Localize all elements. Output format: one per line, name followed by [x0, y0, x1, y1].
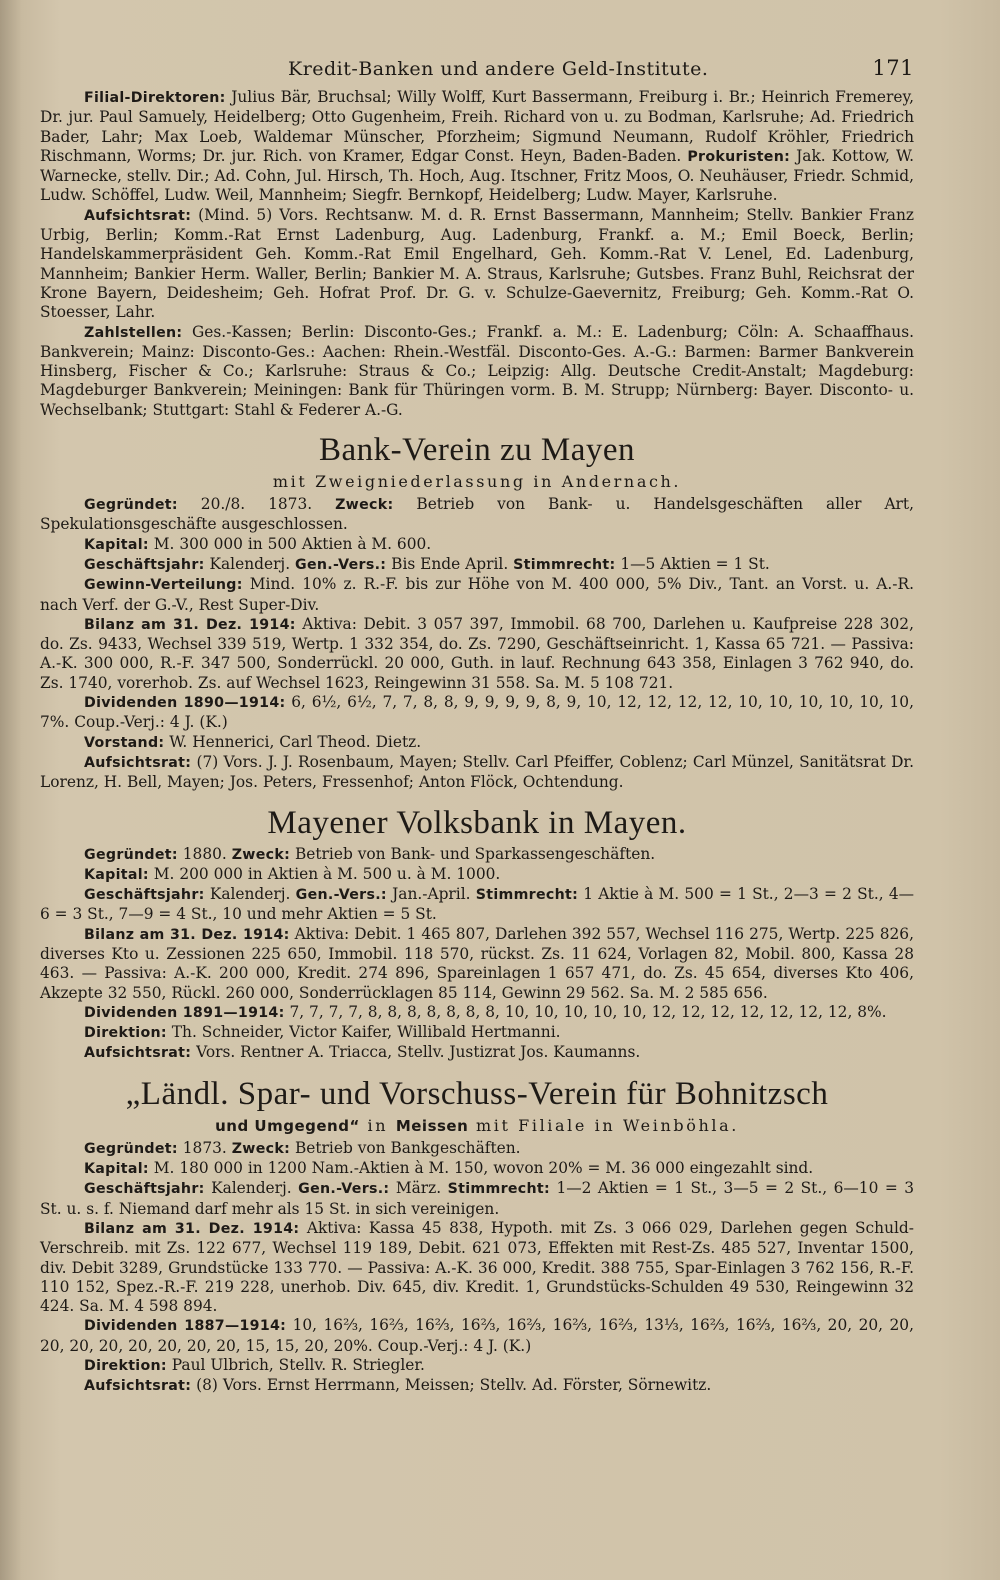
paragraph	[40, 1219, 914, 1316]
text: 1 Aktie à M. 500 = 1 St., 2—3 = 2 St., 4—6 = 3 St., 7—9 = 4 St., 10 und mehr Aktien = 5 St.	[40, 885, 915, 924]
label: Dividenden 1890—1914:	[84, 695, 286, 712]
paragraph	[40, 1043, 914, 1063]
label: Gen.-Vers.:	[295, 887, 387, 904]
running-title: Kredit-Banken und andere Geld-Institute.	[288, 58, 709, 80]
text: Paul Ulbrich, Stellv. R. Striegler.	[166, 1356, 425, 1375]
label: Bilanz am 31. Dez. 1914:	[84, 616, 296, 633]
label: Gegründet:	[84, 497, 178, 514]
entry-title: „Ländl. Spar- und Vorschuss-Verein für Bohnitzsch	[125, 1075, 829, 1112]
text: Betrieb von Bank- u. Handelsgeschäften aller Art, Spekulationsgeschäfte ausgeschlossen.	[40, 495, 914, 534]
label: Aufsichtsrat:	[84, 1378, 192, 1395]
text: Julius Bär, Bruchsal; Willy Wolff, Kurt Bassermann, Freiburg i. Br.; Heinrich Fremerey, Dr. jur. Paul Samuely, Heidelberg; Otto Gugenheim, Freih. Richard von u. zu Bodman, Karlsruhe; Ad. Friedrich Bader, Lahr; Max Loeb, Waldemar Münscher, Pforzheim; Sigmund Neumann, Rudolf Kröhler, Friedrich Rischmann, Worms; Dr. jur. Rich. von Kramer, Edgar Const. Heyn, Baden-Baden.	[40, 88, 914, 165]
label: Filial-Direktoren:	[84, 90, 226, 106]
text: W. Hennerici, Carl Theod. Dietz.	[164, 732, 422, 751]
label: Gen.-Vers.:	[295, 556, 387, 573]
text: M. 200 000 in Aktien à M. 500 u. à M. 1000.	[148, 864, 501, 883]
paragraph	[40, 495, 914, 535]
text: Kalenderj.	[204, 554, 295, 573]
label: Aufsichtsrat:	[84, 1045, 192, 1062]
text: 1—2 Aktien = 1 St., 3—5 = 2 St., 6—10 = 3 St. u. s. f. Niemand darf mehr als 15 St. in sich vereinigen.	[40, 1179, 914, 1218]
paragraph	[40, 1179, 914, 1219]
label: Kapital:	[84, 536, 149, 553]
paragraph	[40, 845, 914, 865]
text: 20./8. 1873.	[177, 495, 336, 514]
label: Gegründet:	[84, 846, 178, 863]
text: 1—5 Aktien = 1 St.	[615, 554, 770, 573]
text: 10, 16⅔, 16⅔, 16⅔, 16⅔, 16⅔, 16⅔, 16⅔, 13⅓, 16⅔, 16⅔, 16⅔, 20, 20, 20, 20, 20, 20, 20, 20, 20, 20, 15, 15, 20, 20%. Coup.-Verj.: 4 J. (K.)	[40, 1316, 914, 1355]
label: Bilanz am 31. Dez. 1914:	[84, 1220, 300, 1237]
text: Vors. Rentner A. Triacca, Stellv. Justizrat Jos. Kaumanns.	[191, 1043, 641, 1062]
label: Direktion:	[84, 1025, 167, 1042]
paragraph	[40, 615, 914, 693]
text: M. 300 000 in 500 Aktien à M. 600.	[148, 534, 432, 553]
label: Dividenden 1891—1914:	[84, 1004, 285, 1021]
entry-subtitle: mit Zweigniederlassung in Andernach.	[272, 472, 682, 492]
paragraph	[40, 1376, 914, 1396]
text: (Mind. 5) Vors. Rechtsanw. M. d. R. Ernst Bassermann, Mannheim; Stellv. Bankier Franz Urbig, Berlin; Komm.-Rat Ernst Ladenburg, Aug. Ladenburg, Frankf. a. M.; Emil Boeck, Berlin; Handelskammerpräsident Geh. Komm.-Rat Emil Engelhard, Geh. Komm.-Rat V. Lenel, Ed. Ladenburg, Mannheim; Bankier Herm. Waller, Berlin; Bankier M. A. Straus, Karlsruhe; Gutsbes. Franz Buhl, Reichsrat der Krone Bayern, Deidesheim; Geh. Hofrat Prof. Dr. G. v. Schulze-Gaevernitz, Freiburg; Geh. Komm.-Rat O. Stoesser, Lahr.	[40, 205, 914, 322]
label: Geschäftsjahr:	[84, 887, 205, 904]
label: Gegründet:	[84, 1140, 178, 1157]
page-number: 171	[872, 56, 914, 80]
label: Aufsichtsrat:	[84, 207, 192, 224]
label: Aufsichtsrat:	[84, 754, 192, 771]
subtitle-text: mit Filiale in Weinböhla.	[468, 1115, 739, 1135]
entry-title-laendl-spar-verein	[40, 1074, 914, 1114]
text: Jan.-April.	[386, 885, 476, 904]
text: (7) Vors. J. J. Rosenbaum, Mayen; Stellv. Carl Pfeiffer, Coblenz; Carl Münzel, Sanitätsrat Dr. Lorenz, H. Bell, Mayen; Jos. Peters, Fressenhof; Anton Flöck, Ochtendung.	[40, 752, 914, 792]
text: M. 180 000 in 1200 Nam.-Aktien à M. 150, wovon 20% = M. 36 000 eingezahlt sind.	[148, 1159, 814, 1178]
text: Mind. 10% z. R.-F. bis zur Höhe von M. 400 000, 5% Div., Tant. an Vorst. u. A.-R. nach Verf. der G.-V., Rest Super-Div.	[40, 575, 914, 614]
page-header	[40, 52, 914, 88]
label: Prokuristen:	[687, 148, 791, 165]
paragraph	[40, 575, 914, 615]
paragraph	[40, 1003, 914, 1023]
text: 6, 6½, 6½, 7, 7, 8, 8, 9, 9, 9, 9, 8, 9, 10, 12, 12, 12, 12, 10, 10, 10, 10, 10, 10, 7%. Coup.-Verj.: 4 J. (K.)	[40, 693, 914, 732]
text: Th. Schneider, Victor Kaifer, Willibald Hertmanni.	[166, 1023, 561, 1042]
text: Aktiva: Debit. 1 465 807, Darlehen 392 557, Wechsel 116 275, Wertp. 225 826, diverses Kto u. Zessionen 225 650, Immobil. 118 570, rückst. Zs. 11 624, Vorlagen 82, Mobil. 800, Kassa 28 463. — Passiva: A.-K. 200 000, Kredit. 274 896, Spareinlagen 1 657 471, do. Zs. 45 654, diverses Kto 406, Akzepte 32 550, Rückl. 260 000, Sonderrücklagen 85 114, Gewinn 29 562. Sa. M. 2 585 656.	[40, 924, 914, 1002]
entry-continued	[40, 88, 914, 420]
label: Kapital:	[84, 1161, 149, 1178]
paragraph	[40, 925, 914, 1003]
subtitle-text: in	[359, 1115, 396, 1135]
label: Direktion:	[84, 1358, 167, 1375]
text: 7, 7, 7, 7, 8, 8, 8, 8, 8, 8, 8, 10, 10, 10, 10, 10, 12, 12, 12, 12, 12, 12, 12, 8%.	[284, 1002, 887, 1021]
entry-title: Bank-Verein zu Mayen	[318, 432, 636, 469]
label: Stimmrecht:	[475, 887, 579, 904]
entry-title-bank-verein-mayen	[40, 430, 914, 470]
label: Zweck:	[231, 1140, 291, 1157]
text: 1873.	[177, 1138, 232, 1157]
label: Vorstand:	[84, 734, 165, 751]
label: Gewinn-Verteilung:	[84, 577, 243, 594]
text: März.	[389, 1179, 448, 1198]
paragraph	[40, 733, 914, 753]
label: Stimmrecht:	[447, 1181, 550, 1198]
label: Zahlstellen:	[84, 324, 183, 341]
text: Kalenderj.	[204, 1179, 299, 1198]
text: Betrieb von Bankgeschäften.	[290, 1138, 521, 1157]
entry-bank-verein-mayen	[40, 495, 914, 792]
text: Bis Ende April.	[386, 554, 514, 573]
paragraph	[40, 555, 914, 575]
label: Bilanz am 31. Dez. 1914:	[84, 926, 290, 943]
paragraph	[40, 865, 914, 885]
paragraph	[40, 1139, 914, 1159]
label: Stimmrecht:	[513, 556, 616, 573]
text: (8) Vors. Ernst Herrmann, Meissen; Stellv. Ad. Förster, Sörnewitz.	[191, 1376, 712, 1395]
label: Zweck:	[231, 846, 291, 863]
paragraph	[40, 1316, 914, 1356]
entry-subtitle	[40, 1116, 914, 1135]
entry-mayener-volksbank	[40, 845, 914, 1064]
label: Kapital:	[84, 866, 149, 883]
entry-laendl-spar-verein	[40, 1139, 914, 1397]
paragraph	[40, 1159, 914, 1179]
label: Zweck:	[335, 497, 394, 514]
text: Aktiva: Kassa 45 838, Hypoth. mit Zs. 3 066 029, Darlehen gegen Schuld-Verschreib. mit Zs. 122 677, Wechsel 119 189, Debit. 621 073, Effekten mit Rest-Zs. 485 527, Inventar 1500, div. Debit 3289, Grundstücke 133 770. — Passiva: A.-K. 36 000, Kredit. 388 755, Spar-Einlagen 3 762 156, R.-F. 110 152, Spez.-R.-F. 219 228, unerhob. Div. 645, div. Kredit. 1, Grundstücks-Schulden 49 530, Reingewinn 32 424. Sa. M. 4 598 894.	[40, 1218, 914, 1316]
text: Ges.-Kassen; Berlin: Disconto-Ges.; Frankf. a. M.: E. Ladenburg; Cöln: A. Schaaffhaus. Bankverein; Mainz: Disconto-Ges.: Aachen: Rhein.-Westfäl. Disconto-Ges. A.-G.: Barmen: Barmer Bankverein Hinsberg, Fischer & Co.; Karlsruhe: Straus & Co.; Leipzig: Allg. Deutsche Credit-Anstalt; Magdeburg: Magdeburger Bankverein; Meiningen: Bank für Thüringen vorm. B. M. Strupp; Nürnberg: Bayer. Disconto- u. Wechselbank; Stuttgart: Stahl & Federer A.-G.	[40, 322, 914, 419]
label: Geschäftsjahr:	[84, 556, 205, 573]
paragraph	[40, 1023, 914, 1043]
entry-title-mayener-volksbank	[40, 803, 914, 843]
paragraph	[40, 1356, 914, 1376]
paragraph	[40, 693, 914, 733]
label: Gen.-Vers.:	[298, 1181, 390, 1198]
text: Betrieb von Bank- und Sparkassengeschäften.	[290, 844, 656, 863]
label: Geschäftsjahr:	[84, 1181, 205, 1198]
text: Kalenderj.	[204, 885, 296, 904]
label: Dividenden 1887—1914:	[84, 1318, 287, 1335]
paragraph	[40, 885, 914, 925]
paragraph	[40, 753, 914, 793]
text: 1880.	[177, 844, 232, 863]
subtitle-bold: Meissen	[395, 1116, 469, 1135]
paragraph	[40, 535, 914, 555]
text: Jak. Kottow, W. Warnecke, stellv. Dir.; Ad. Cohn, Jul. Hirsch, Th. Hoch, Aug. Itschner, Fritz Moos, O. Neuhäuser, Friedr. Schmid, Ludw. Schöffel, Ludw. Weil, Mannheim; Siegfr. Bernkopf, Heidelberg; Ludw. Mayer, Karlsruhe.	[40, 146, 914, 205]
entry-title: Mayener Volksbank in Mayen.	[267, 804, 687, 841]
paragraph-aufsichtsrat	[40, 206, 914, 323]
paragraph-zahlstellen	[40, 323, 914, 420]
text: Aktiva: Debit. 3 057 397, Immobil. 68 700, Darlehen u. Kaufpreise 228 302, do. Zs. 9433, Wechsel 339 519, Wertp. 1 332 354, do. Zs. 7290, Geschäftseinricht. 1, Kassa 65 721. — Passiva: A.-K. 300 000, R.-F. 347 500, Sonderrückl. 20 000, Guth. in lauf. Rechnung 643 358, Einlagen 3 762 940, do. Zs. 1740, vorerhob. Zs. auf Wechsel 1623, Reingewinn 31 558. Sa. M. 5 108 721.	[40, 614, 914, 692]
paragraph-filial-direktoren	[40, 88, 914, 206]
subtitle-bold: und Umgegend“	[215, 1116, 360, 1135]
